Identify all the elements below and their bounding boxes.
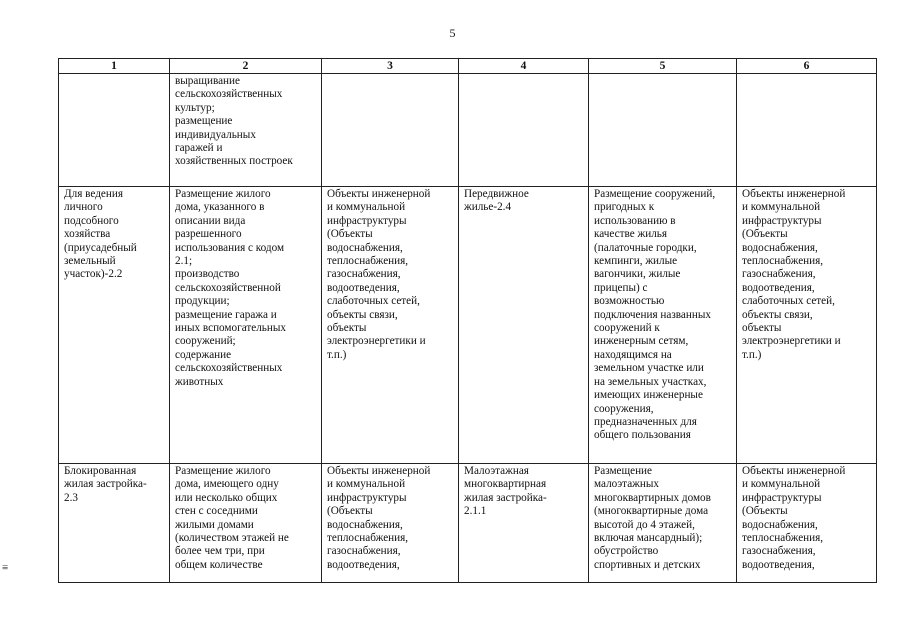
table-cell [322, 187, 459, 464]
cell-text: Размещение сооружений, пригодных к использованию в качестве жилья (палаточные городки, кемпинги, жилые вагончики, жилые прицепы) с возможностью подключения названных сооружений к инженерным сетям, находящимся на земельном участке или на земельных участках, имеющих инженерные сооружения, предназначенных для общего пользования [594, 188, 716, 442]
table-cell [170, 74, 322, 187]
table-row [59, 187, 877, 464]
cell-text: Объекты инженерной и коммунальной инфраструктуры (Объекты водоснабжения, теплоснабжения, газоснабжения, водоотведения, [742, 465, 846, 571]
cell-text: Для ведения личного подсобного хозяйства (приусадебный земельный участок)-2.2 [64, 188, 137, 281]
cell-text: Передвижное жилье-2.4 [464, 188, 529, 214]
table-cell [459, 464, 589, 583]
cell-text: Объекты инженерной и коммунальной инфраструктуры (Объекты водоснабжения, теплоснабжения, газоснабжения, водоотведения, слаботочных сетей, объекты связи, объекты электроэнергетики и т.п.) [327, 188, 431, 361]
table-row [59, 464, 877, 583]
table-row [59, 74, 877, 187]
cell-text: Блокированная жилая застройка- 2.3 [64, 465, 147, 504]
cell-text: Объекты инженерной и коммунальной инфраструктуры (Объекты водоснабжения, теплоснабжения, газоснабжения, водоотведения, слаботочных сетей, объекты связи, объекты электроэнергетики и т.п.) [742, 188, 846, 361]
cell-text: Объекты инженерной и коммунальной инфраструктуры (Объекты водоснабжения, теплоснабжения, газоснабжения, водоотведения, [327, 465, 431, 571]
table-header-row [59, 59, 877, 74]
cell-text: Размещение малоэтажных многоквартирных домов (многоквартирные дома высотой до 4 этажей, включая мансардный); обустройство спортивных и детских [594, 465, 711, 571]
table-cell [589, 74, 737, 187]
table-cell [170, 464, 322, 583]
cell-text: Малоэтажная многоквартирная жилая застройка- 2.1.1 [464, 465, 547, 518]
table-cell [589, 187, 737, 464]
table-cell [589, 464, 737, 583]
table-cell [322, 74, 459, 187]
table-cell [59, 74, 170, 187]
cell-text: Размещение жилого дома, имеющего одну или несколько общих стен с соседними жилыми домами (количеством этажей не более чем три, при общем количестве [175, 465, 289, 571]
header-col-3: 3 [322, 59, 459, 74]
header-col-5: 5 [589, 59, 737, 74]
table-cell [59, 187, 170, 464]
table-cell [737, 74, 877, 187]
header-col-4: 4 [459, 59, 589, 74]
header-col-2: 2 [170, 59, 322, 74]
page-number: 5 [449, 26, 456, 40]
table-cell [459, 74, 589, 187]
table-cell [737, 187, 877, 464]
land-use-table [58, 58, 877, 583]
table-cell [59, 464, 170, 583]
cell-text: Размещение жилого дома, указанного в описании вида разрешенного использования с кодом 2.1; производство сельскохозяйственной продукции; размещение гаража и иных вспомогательных сооружений; содержание сельскохозяйственных животных [175, 188, 287, 388]
table-cell [170, 187, 322, 464]
header-col-6: 6 [737, 59, 877, 74]
margin-mark: ≡ [2, 562, 9, 574]
table-cell [459, 187, 589, 464]
header-col-1: 1 [59, 59, 170, 74]
table-cell [322, 464, 459, 583]
cell-text: выращивание сельскохозяйственных культур; размещение индивидуальных гаражей и хозяйственных построек [175, 75, 293, 168]
table-cell [737, 464, 877, 583]
